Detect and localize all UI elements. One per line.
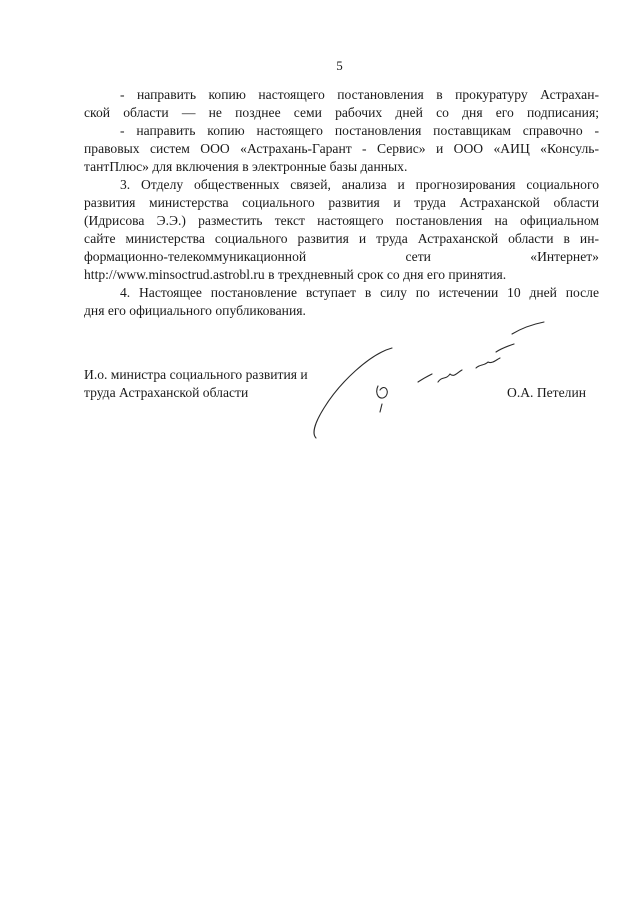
body-line-part: «Интернет» bbox=[530, 249, 599, 264]
body-line: (Идрисова Э.Э.) разместить текст настоящего постановления на официальном bbox=[84, 213, 599, 228]
body-line: http://www.minsoctrud.astrobl.ru в трехдневный срок со дня его принятия. bbox=[84, 267, 507, 282]
signatory-title-line2: труда Астраханской области bbox=[84, 385, 249, 400]
signatory-name: О.А. Петелин bbox=[507, 385, 586, 400]
body-line-part: формационно-телекоммуникационной bbox=[84, 249, 307, 264]
body-line: ской области — не позднее семи рабочих дней со дня его подписания; bbox=[84, 105, 599, 120]
body-line: правовых систем ООО «Астрахань-Гарант - Сервис» и ООО «АИЦ «Консуль- bbox=[84, 141, 599, 156]
body-line: развития министерства социального развития и труда Астраханской области bbox=[84, 195, 599, 210]
page-number: 5 bbox=[336, 58, 343, 73]
body-line: сайте министерства социального развития и труда Астраханской области в ин- bbox=[84, 231, 599, 246]
body-line: 3. Отделу общественных связей, анализа и прогнозирования социального bbox=[120, 177, 599, 192]
body-line: - направить копию настоящего постановления в прокуратуру Астрахан- bbox=[120, 87, 599, 102]
body-line: дня его официального опубликования. bbox=[84, 303, 306, 318]
body-line: 4. Настоящее постановление вступает в силу по истечении 10 дней после bbox=[120, 285, 599, 300]
signatory-title-line1: И.о. министра социального развития и bbox=[84, 367, 308, 382]
body-line: тантПлюс» для включения в электронные базы данных. bbox=[84, 159, 408, 174]
body-line bbox=[84, 248, 599, 266]
body-line-part: сети bbox=[405, 249, 431, 264]
handwritten-signature bbox=[300, 312, 560, 452]
body-line: - направить копию настоящего постановления поставщикам справочно - bbox=[120, 123, 599, 138]
